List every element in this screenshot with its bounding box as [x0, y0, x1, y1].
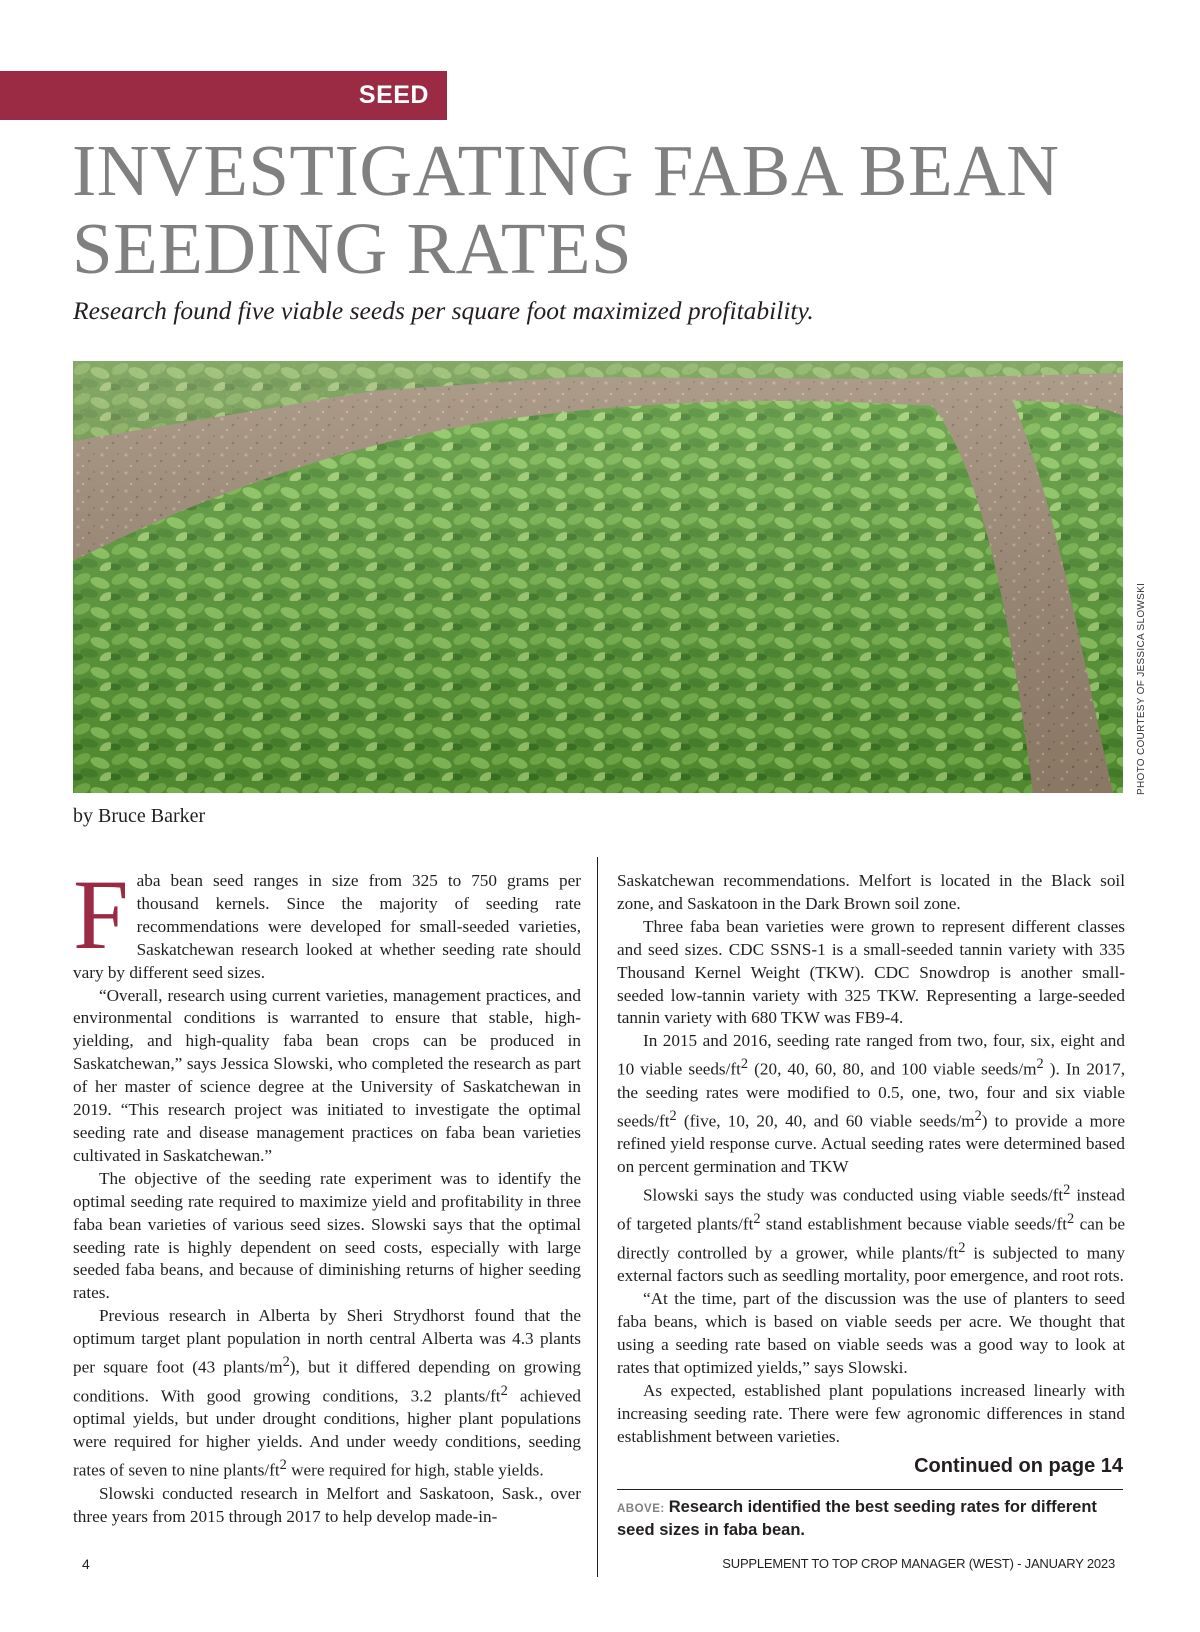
article-headline: INVESTIGATING FABA BEAN SEEDING RATES	[72, 130, 1060, 289]
publication-footer: SUPPLEMENT TO TOP CROP MANAGER (WEST) - JANUARY 2023	[722, 1556, 1115, 1571]
paragraph: Slowski says the study was conducted using viable seeds/$ft^2$ instead of targeted plants/$ft^2$ stand establishment because viable seeds/$ft^2$ can be directly controlled by a grower, while plants/$ft^2$ is subjected to many external factors such as seedling mortality, poor emergence, and root rots.	[617, 1182, 1126, 1286]
paragraph: “Overall, research using current varieties, management practices, and environmental conditions is warranted to ensure that stable, high-yielding, and high-quality faba bean crops can be produced in Saskatchewan,” says Jessica Slowski, who completed the research as part of her master of science degree at the University of Saskatchewan in 2019. “This research project was initiated to investigate the optimal seeding rate and disease management practices on faba bean varieties cultivated in Saskatchewan.”	[73, 985, 581, 1165]
faba-bean-field-photo	[73, 361, 1123, 793]
paragraph: Three faba bean varieties were grown to represent different classes and seed sizes. CDC SSNS-1 is a small-seeded tannin variety with 335 Thousand Kernel Weight (TKW). CDC Snowdrop is another small-seeded low-tannin variety with 325 TKW. Representing a large-seeded tannin variety with 680 TKW was FB9-4.	[617, 916, 1125, 1028]
caption-rule	[617, 1489, 1123, 1490]
paragraph: Previous research in Alberta by Sheri Strydhorst found that the optimum target plant population in north central Alberta was 4.3 plants per square foot (43 plants/$m^2$), but it differed depending on growing conditions. With good growing conditions, 3.2 plants/$ft^2$ achieved optimal yields, but under drought conditions, higher plant populations were required for higher yields. And under weedy conditions, seeding rates of seven to nine plants/$ft^2$ were required for high, stable yields.	[73, 1306, 581, 1480]
caption-label: ABOVE:	[617, 1503, 665, 1515]
paragraph: “At the time, part of the discussion was the use of planters to seed faba beans, which is based on viable seeds per acre. We thought that using a seeding rate based on viable seeds was a good way to look at rates that optimized yields,” says Slowski.	[617, 1289, 1125, 1377]
section-label: SEED	[358, 81, 429, 109]
photo-credit: PHOTO COURTESY OF JESSICA SLOWSKI	[1136, 582, 1147, 795]
paragraph: In 2015 and 2016, seeding rate ranged from two, four, six, eight and 10 viable seeds/$ft^2$ (20, 40, 60, 80, and 100 viable seeds/$m^2$ ). In 2017, the seeding rates were modified to 0.5, one, two, four and six viable seeds/$ft^2$ (five, 10, 20, 40, and 60 viable seeds/$m^2$) to provide a more refined yield response curve. Actual seeding rates were determined based on percent germination and TKW	[617, 1031, 1125, 1177]
section-tab	[0, 71, 447, 120]
drop-cap: F	[73, 859, 129, 970]
paragraph: Faba bean seed ranges in size from 325 to 750 grams per thousand kernels. Since the majority of seeding rate recommendations were developed for small-seeded varieties, Saskatchewan research looked at whether seeding rate should vary by different seed sizes.	[73, 859, 581, 982]
page-number: 4	[82, 1556, 90, 1572]
photo-caption: ABOVE: Research identified the best seeding rates for different seed sizes in faba bean.	[617, 1498, 1097, 1539]
article-column-1	[73, 859, 581, 1529]
column-divider	[597, 857, 598, 1577]
article-column-2	[617, 870, 1125, 1448]
paragraph: The objective of the seeding rate experiment was to identify the optimal seeding rate required to maximize yield and profitability in three faba bean varieties of various seed sizes. Slowski says that the optimal seeding rate is highly dependent on seed costs, especially with large seeded faba beans, and because of diminishing returns of higher seeding rates.	[73, 1168, 581, 1303]
paragraph: Saskatchewan recommendations. Melfort is located in the Black soil zone, and Saskatoon in the Dark Brown soil zone.	[617, 871, 1125, 913]
article-deck: Research found five viable seeds per square foot maximized profitability.	[73, 296, 814, 325]
paragraph: Slowski conducted research in Melfort and Saskatoon, Sask., over three years from 2015 through 2017 to help develop made-in-	[73, 1483, 581, 1526]
paragraph: As expected, established plant populations increased linearly with increasing seeding rate. There were few agronomic differences in stand establishment between varieties.	[617, 1380, 1125, 1446]
byline: by Bruce Barker	[73, 805, 206, 827]
continued-link: Continued on page 14	[914, 1455, 1123, 1477]
